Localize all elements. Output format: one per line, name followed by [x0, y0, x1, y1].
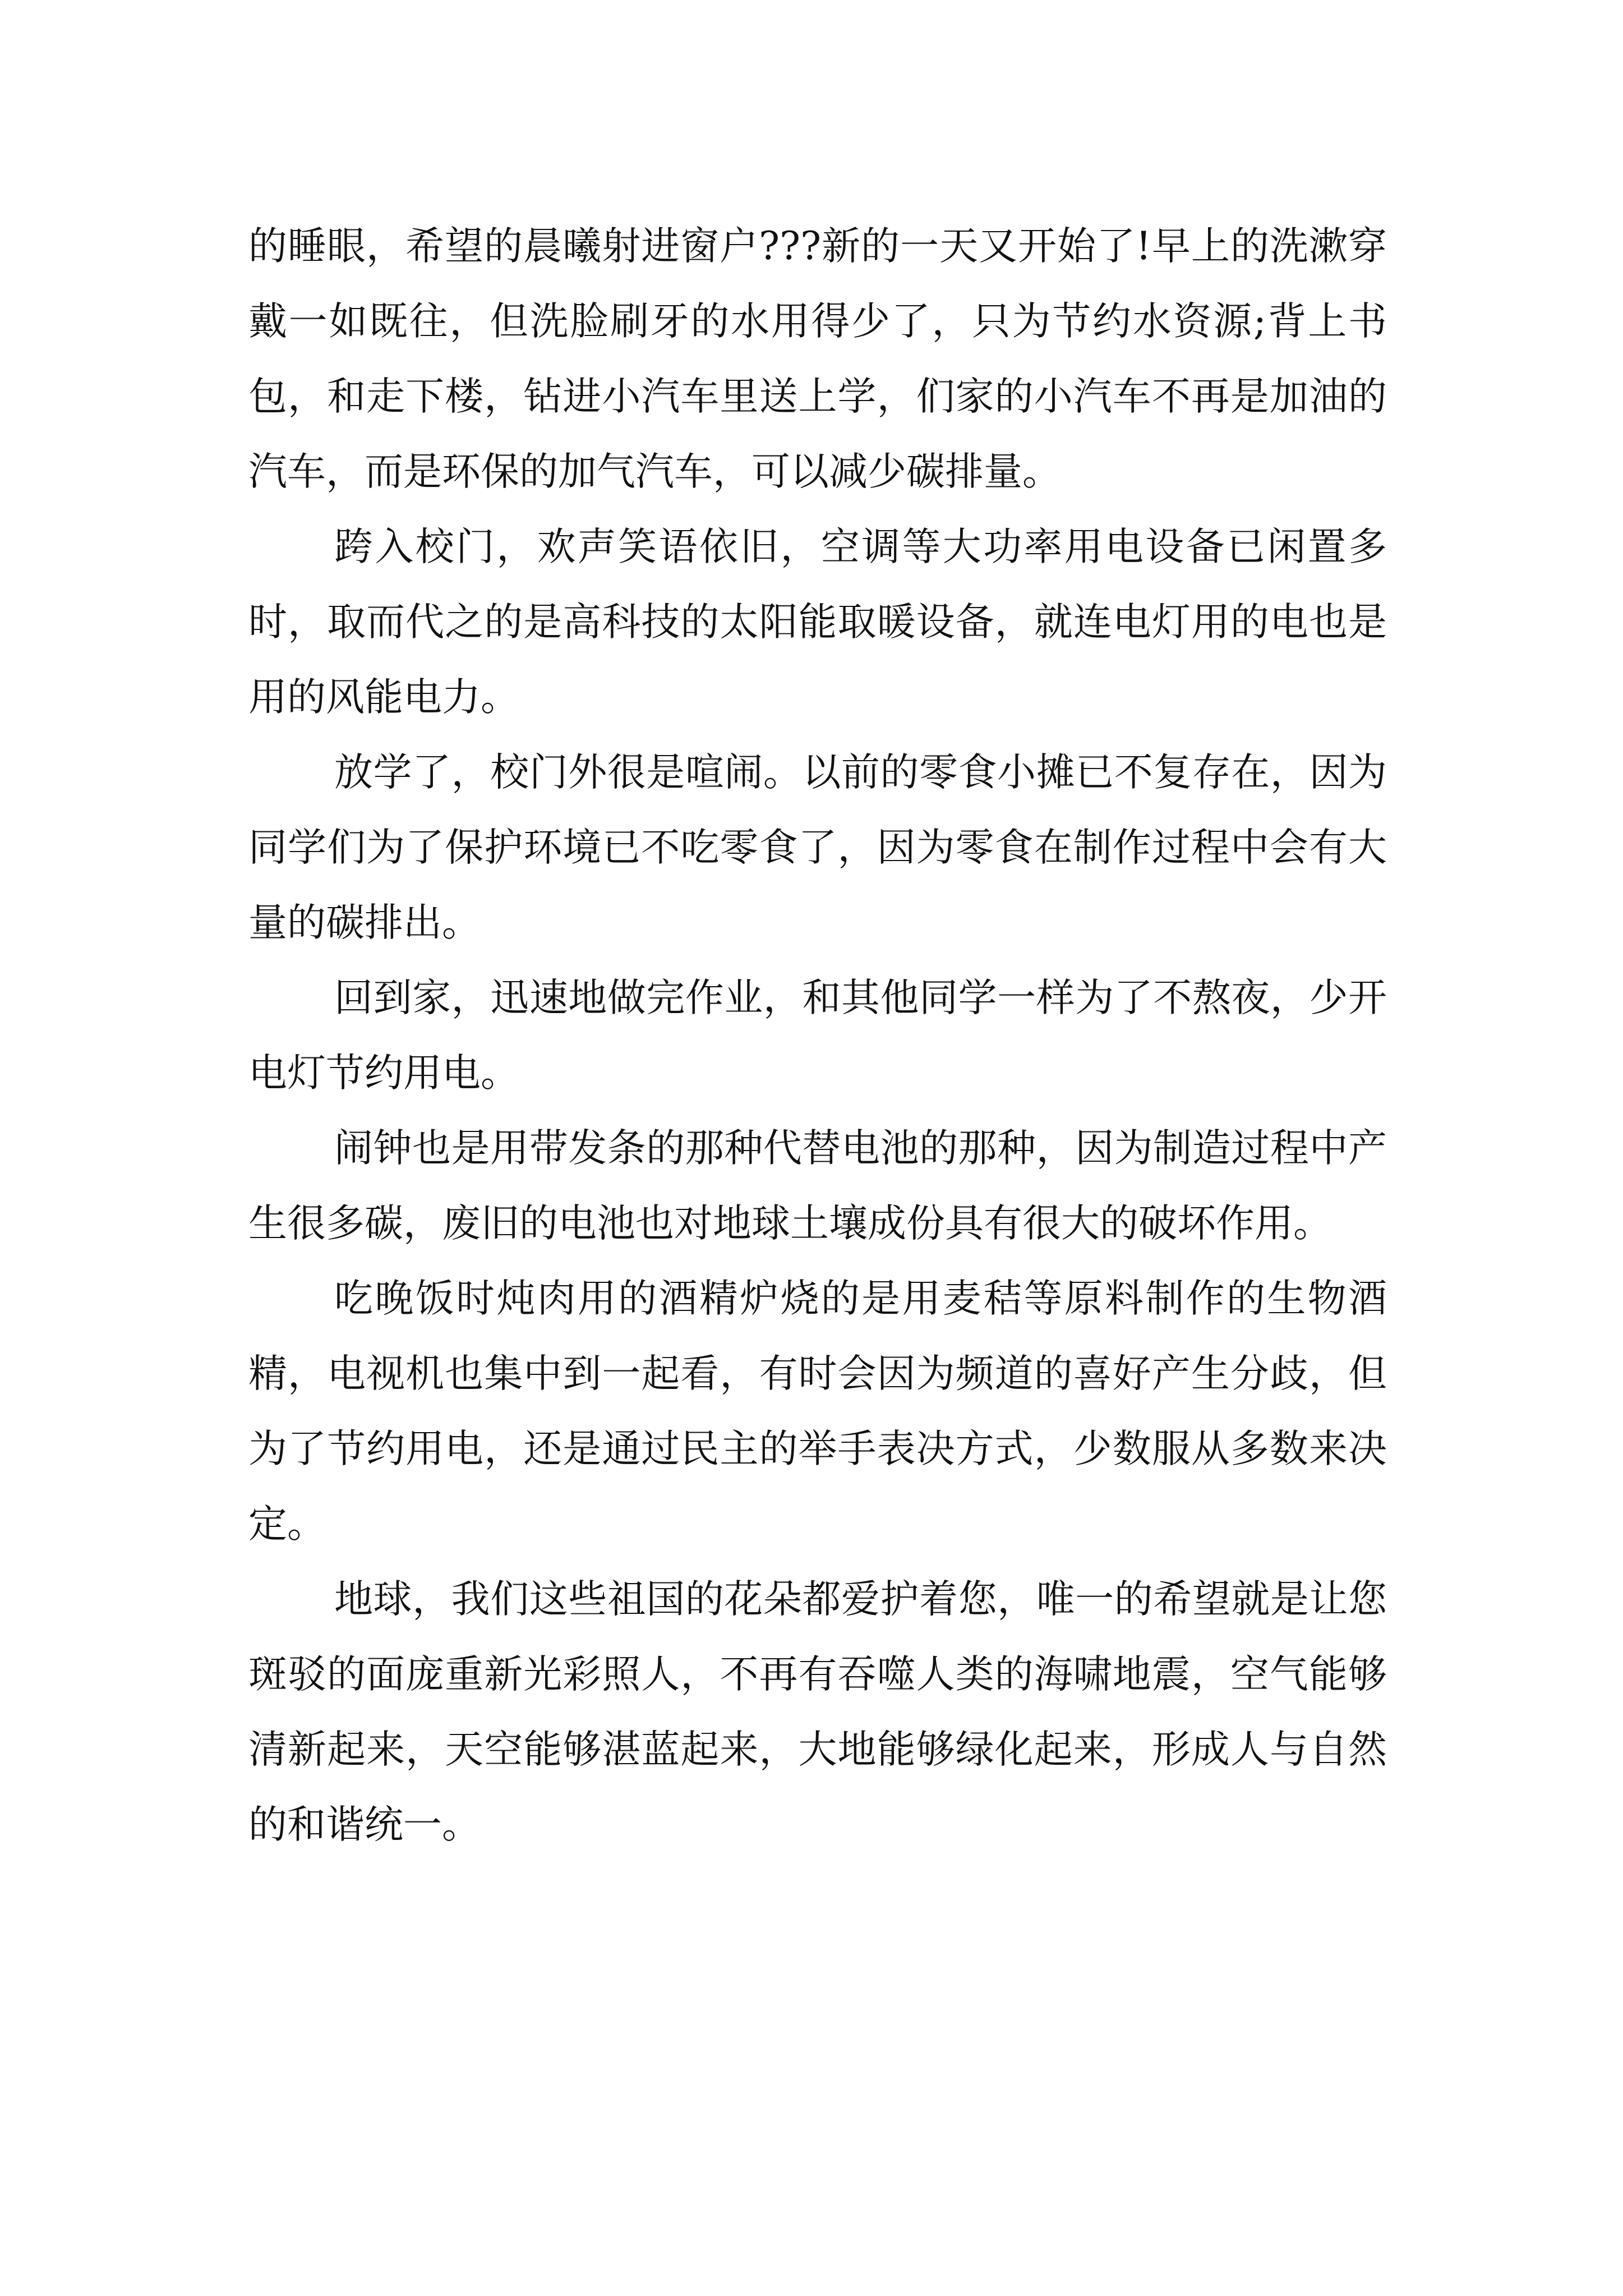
paragraph-1: 的睡眼，希望的晨曦射进窗户???新的一天又开始了!早上的洗漱穿戴一如既往，但洗脸刷牙的水用得少了，只为节约水资源;背上书包，和走下楼，钻进小汽车里送上学，们家的小汽车不再是加油的汽车，而是环保的加气汽车，可以减少碳排量。 [248, 224, 1387, 494]
paragraph-6: 吃晚饭时炖肉用的酒精炉烧的是用麦秸等原料制作的生物酒精，电视机也集中到一起看，有时会因为频道的喜好产生分歧，但为了节约用电，还是通过民主的举手表决方式，少数服从多数来决定。 [248, 1276, 1387, 1547]
paragraph-4: 回到家，迅速地做完作业，和其他同学一样为了不熬夜，少开电灯节约用电。 [248, 976, 1387, 1096]
paragraph-3: 放学了，校门外很是喧闹。以前的零食小摊已不复存在，因为同学们为了保护环境已不吃零食了，因为零食在制作过程中会有大量的碳排出。 [248, 750, 1387, 945]
paragraph-2: 跨入校门，欢声笑语依旧，空调等大功率用电设备已闲置多时，取而代之的是高科技的太阳能取暖设备，就连电灯用的电也是用的风能电力。 [248, 524, 1387, 720]
document-body [248, 209, 1387, 1862]
paragraph-7: 地球，我们这些祖国的花朵都爱护着您，唯一的希望就是让您斑驳的面庞重新光彩照人，不再有吞噬人类的海啸地震，空气能够清新起来，天空能够湛蓝起来，大地能够绿化起来，形成人与自然的和谐统一。 [248, 1577, 1387, 1847]
paragraph-5: 闹钟也是用带发条的那种代替电池的那种，因为制造过程中产生很多碳，废旧的电池也对地球土壤成份具有很大的破坏作用。 [248, 1126, 1387, 1246]
